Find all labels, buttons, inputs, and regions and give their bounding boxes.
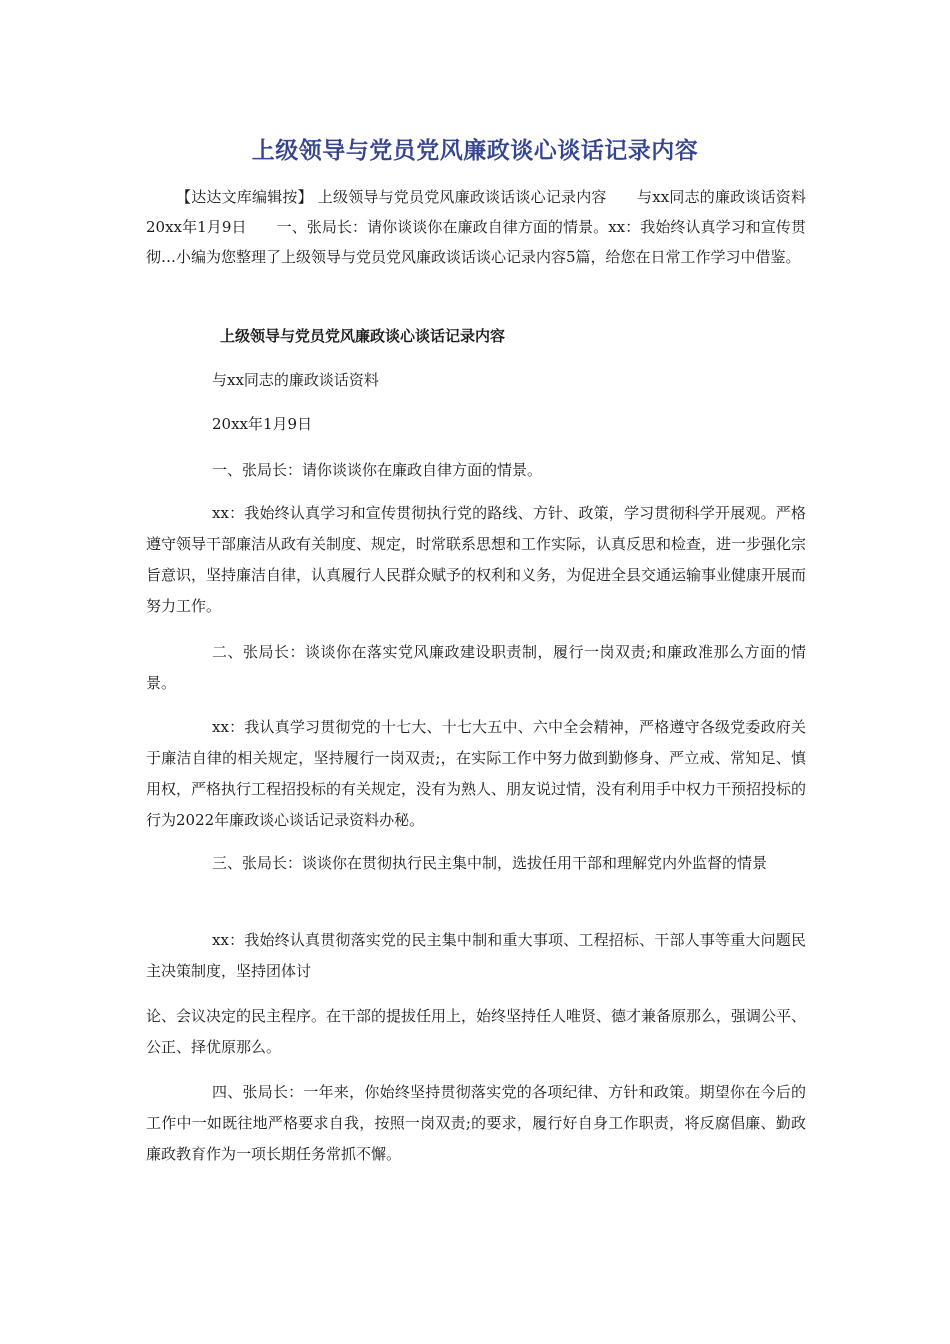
answer-2: xx：我认真学习贯彻党的十七大、十七大五中、六中全会精神，严格遵守各级党委政府关于廉洁自律的相关规定，坚持履行一岗双责;，在实际工作中努力做到勤修身、严立戒、常知足、慎用权，严格执行工程招投标的有关规定，没有为熟人、朋友说过情，没有利用手中权力干预招投标的行为2022年廉政谈心谈话记录资料办秘。 — [146, 718, 807, 829]
answer-1: xx：我始终认真学习和宣传贯彻执行党的路线、方针、政策，学习贯彻科学开展观。严格遵守领导干部廉洁从政有关制度、规定，时常联系思想和工作实际，认真反思和检查，进一步强化宗旨意识，坚持廉洁自律，认真履行人民群众赋予的权利和义务，为促进全县交通运输事业健康开展而努力工作。 — [146, 504, 807, 615]
question-3: 三、张局长：谈谈你在贯彻执行民主集中制，选拔任用干部和理解党内外监督的情景 — [212, 854, 768, 872]
question-4: 四、张局长：一年来，你始终坚持贯彻落实党的各项纪律、方针和政策。期望你在今后的工作中一如既往地严格要求自我，按照一岗双责;的要求，履行好自身工作职责，将反腐倡廉、勤政廉政教育作为一项长期任务常抓不懈。 — [146, 1083, 806, 1163]
answer-3-part-2: 论、会议决定的民主程序。在干部的提拔任用上，始终坚持任人唯贤、德才兼备原那么，强调公平、公正、择优原那么。 — [146, 1007, 807, 1056]
question-2: 二、张局长：谈谈你在落实党风廉政建设职责制，履行一岗双责;和廉政准那么方面的情景。 — [146, 643, 806, 692]
document-title: 上级领导与党员党风廉政谈心谈话记录内容 — [251, 138, 699, 164]
question-1: 一、张局长：请你谈谈你在廉政自律方面的情景。 — [212, 461, 543, 479]
record-heading: 与xx同志的廉政谈话资料 — [212, 371, 379, 389]
record-date: 20xx年1月9日 — [212, 415, 313, 433]
editor-intro-paragraph: 【达达文库编辑按】 上级领导与党员党风廉政谈话谈心记录内容 与xx同志的廉政谈话资料 20xx年1月9日 一、张局长：请你谈谈你在廉政自律方面的情景。xx：我始终认真学习和宣传贯彻…小编为您整理了上级领导与党员党风廉政谈话谈心记录内容5篇，给您在日常工作学习中借鉴。 — [146, 188, 837, 266]
section-subtitle: 上级领导与党员党风廉政谈心谈话记录内容 — [220, 327, 506, 345]
answer-3-part-1: xx：我始终认真贯彻落实党的民主集中制和重大事项、工程招标、干部人事等重大问题民主决策制度，坚持团体讨 — [146, 931, 806, 980]
